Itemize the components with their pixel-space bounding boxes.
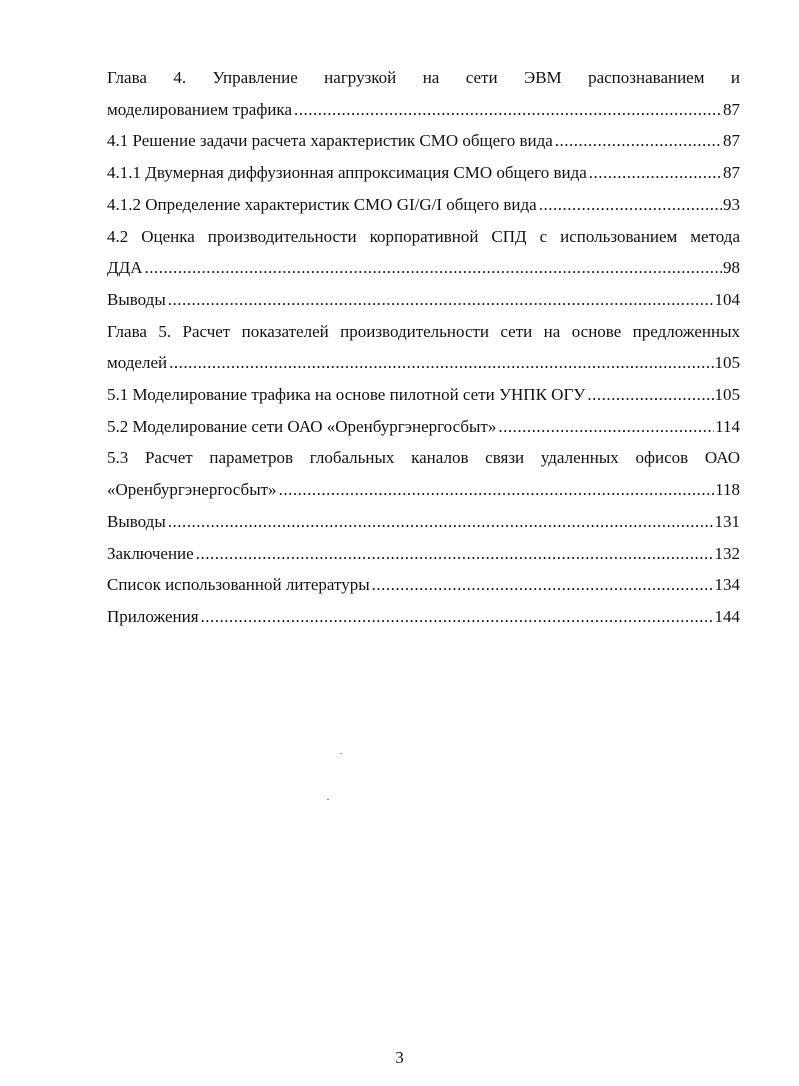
- toc-entry[interactable]: [107, 506, 740, 538]
- toc-entry-leader-line: [107, 284, 740, 316]
- toc-entry[interactable]: [107, 569, 740, 601]
- toc-entry-title: моделей: [107, 353, 168, 373]
- dot-leader: [294, 94, 722, 126]
- toc-page-number: 104: [714, 289, 740, 309]
- page-number: 3: [395, 1048, 404, 1067]
- toc-page-number: 114: [715, 416, 740, 436]
- toc-entry-title: 4.1.2 Определение характеристик СМО GI/G/I общего вида: [107, 194, 537, 214]
- toc-entry[interactable]: [107, 379, 740, 411]
- toc-entry-leader-line: [107, 474, 740, 506]
- toc-entry[interactable]: [107, 189, 740, 221]
- toc-entry-leader-line: [107, 379, 740, 411]
- dot-leader: [168, 506, 714, 538]
- dot-leader: [169, 347, 713, 379]
- dot-leader: [539, 189, 722, 221]
- toc-entry-title: моделированием трафика: [107, 99, 292, 119]
- toc-entry[interactable]: [107, 125, 740, 157]
- toc-entry[interactable]: [107, 284, 740, 316]
- toc-entry-title-line: 4.2 Оценка производительности корпоративной СПД с использованием метода: [107, 226, 740, 246]
- toc-entry-leader-line: [107, 569, 740, 601]
- toc-entry-title: Выводы: [107, 289, 166, 309]
- toc-entry-title: Выводы: [107, 511, 166, 531]
- dot-leader: [279, 474, 715, 506]
- toc-page-number: 93: [723, 194, 740, 214]
- toc-entry-title: Заключение: [107, 543, 194, 563]
- toc-page-number: 98: [723, 258, 740, 278]
- toc-entry-leader-line: [107, 411, 740, 443]
- toc-entry-leader-line: [107, 125, 740, 157]
- toc-page-number: 105: [714, 353, 740, 373]
- toc-entry-title: Приложения: [107, 606, 199, 626]
- scan-speck: [327, 799, 329, 800]
- toc-entry-leader-line: [107, 506, 740, 538]
- toc-entry[interactable]: [107, 316, 740, 379]
- toc-page-number: 132: [714, 543, 740, 563]
- toc-page-number: 87: [723, 99, 740, 119]
- toc-entry-title: «Оренбургэнергосбыт»: [107, 480, 277, 500]
- dot-leader: [589, 157, 722, 189]
- dot-leader: [201, 601, 714, 633]
- dot-leader: [587, 379, 713, 411]
- toc-entry[interactable]: [107, 221, 740, 284]
- dot-leader: [555, 125, 722, 157]
- toc-entry-title-line: Глава 5. Расчет показателей производительности сети на основе предложенных: [107, 321, 740, 341]
- toc-entry-leader-line: [107, 538, 740, 570]
- dot-leader: [372, 569, 714, 601]
- toc-entry[interactable]: [107, 157, 740, 189]
- toc-entry-leader-line: [107, 94, 740, 126]
- toc-entry[interactable]: [107, 62, 740, 125]
- toc-entry-leader-line: [107, 347, 740, 379]
- toc-page-number: 87: [723, 163, 740, 183]
- toc-entry[interactable]: [107, 411, 740, 443]
- toc-page-number: 144: [714, 606, 740, 626]
- toc-entry-leader-line: [107, 252, 740, 284]
- scan-speck: [340, 753, 342, 754]
- toc-entry-title: 5.1 Моделирование трафика на основе пилотной сети УНПК ОГУ: [107, 385, 586, 405]
- dot-leader: [144, 252, 722, 284]
- dot-leader: [196, 538, 714, 570]
- toc-entry-title: 5.2 Моделирование сети ОАО «Оренбургэнергосбыт»: [107, 416, 497, 436]
- toc-entry-title: ДДА: [107, 258, 143, 278]
- toc-entry-title: Список использованной литературы: [107, 575, 370, 595]
- toc-entry-leader-line: [107, 157, 740, 189]
- toc-entry[interactable]: [107, 601, 740, 633]
- toc-page-number: 131: [714, 511, 740, 531]
- toc-page-number: 87: [723, 131, 740, 151]
- toc-page-number: 118: [715, 480, 740, 500]
- toc-page-number: 105: [714, 385, 740, 405]
- toc-entry-leader-line: [107, 189, 740, 221]
- toc-entry-leader-line: [107, 601, 740, 633]
- toc-entry-title: 4.1.1 Двумерная диффузионная аппроксимация СМО общего вида: [107, 163, 587, 183]
- dot-leader: [168, 284, 714, 316]
- toc-entry[interactable]: [107, 442, 740, 505]
- toc-entry-title: 4.1 Решение задачи расчета характеристик СМО общего вида: [107, 131, 553, 151]
- toc-entry[interactable]: [107, 538, 740, 570]
- toc-entry-title-line: Глава 4. Управление нагрузкой на сети ЭВМ распознаванием и: [107, 68, 740, 87]
- dot-leader: [498, 411, 714, 443]
- toc-entry-title-line: 5.3 Расчет параметров глобальных каналов связи удаленных офисов ОАО: [107, 448, 740, 468]
- toc-page-number: 134: [714, 575, 740, 595]
- table-of-contents: [107, 62, 740, 633]
